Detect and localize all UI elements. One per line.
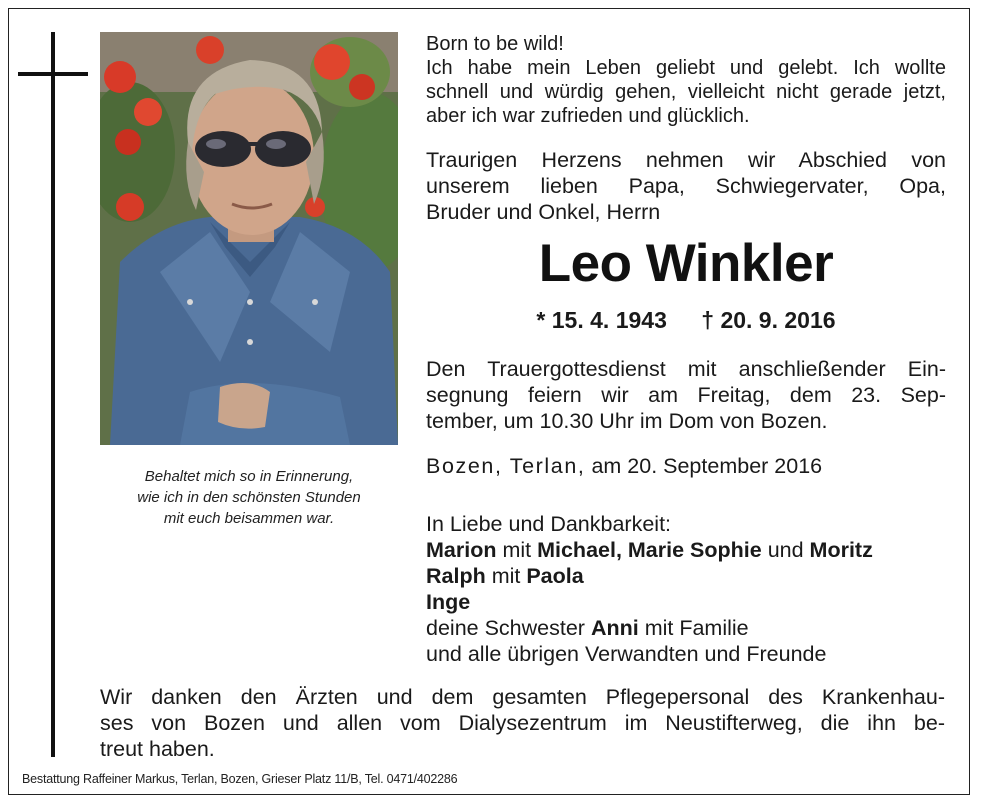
- place-date: [426, 453, 822, 479]
- farewell-text: [426, 147, 946, 225]
- farewell-line: unserem lieben Papa, Schwiegervater, Opa,: [426, 174, 946, 198]
- birth-date: * 15. 4. 1943: [536, 307, 667, 333]
- thanks-text: [100, 684, 945, 762]
- intro-quote: [426, 32, 946, 128]
- service-line: Den Trauergottesdienst mit anschließender Ein-: [426, 357, 946, 381]
- family-intro: In Liebe und Dankbarkeit:: [426, 512, 672, 536]
- farewell-line: Traurigen Herzens nehmen wir Abschied von: [426, 148, 946, 172]
- portrait-photo: [100, 32, 398, 445]
- caption-line: mit euch beisammen war.: [163, 510, 335, 527]
- caption-line: Behaltet mich so in Erinnerung,: [144, 468, 354, 485]
- intro-line: aber ich war zufrieden und glücklich.: [426, 105, 750, 127]
- family-list: [426, 511, 946, 667]
- thanks-line: ses von Bozen und allen vom Dialysezentrum im Neustifterweg, die ihn be-: [100, 711, 945, 735]
- funeral-home-footer: Bestattung Raffeiner Markus, Terlan, Bozen, Grieser Platz 11/B, Tel. 0471/402286: [22, 772, 458, 786]
- cross-icon: [51, 32, 55, 757]
- intro-line: schnell und würdig gehen, vielleicht nicht gerade jetzt,: [426, 81, 946, 103]
- life-dates: [426, 306, 946, 334]
- family-line: deine Schwester Anni mit Familie: [426, 616, 749, 640]
- deceased-name: Leo Winkler: [538, 234, 834, 293]
- photo-caption: [100, 466, 398, 529]
- farewell-line: Bruder und Onkel, Herrn: [426, 200, 661, 224]
- intro-line: Born to be wild!: [426, 33, 564, 55]
- date: am 20. September 2016: [591, 454, 823, 478]
- intro-line: Ich habe mein Leben geliebt und gelebt. Ich wollte: [426, 57, 946, 79]
- place: Bozen, Terlan,: [426, 454, 586, 478]
- service-line: tember, um 10.30 Uhr im Dom von Bozen.: [426, 409, 828, 433]
- service-line: segnung feiern wir am Freitag, dem 23. Sep-: [426, 383, 946, 407]
- service-info: [426, 356, 946, 434]
- thanks-line: Wir danken den Ärzten und dem gesamten Pflegepersonal des Krankenhau-: [100, 685, 945, 709]
- thanks-line: treut haben.: [100, 737, 215, 761]
- family-line: Ralph mit Paola: [426, 564, 584, 588]
- family-line: Inge: [426, 590, 471, 614]
- death-date: † 20. 9. 2016: [701, 307, 836, 333]
- caption-line: wie ich in den schönsten Stunden: [137, 489, 361, 506]
- family-line: und alle übrigen Verwandten und Freunde: [426, 642, 827, 666]
- family-line: Marion mit Michael, Marie Sophie und Moritz: [426, 538, 873, 562]
- cross-icon-bar: [18, 72, 88, 76]
